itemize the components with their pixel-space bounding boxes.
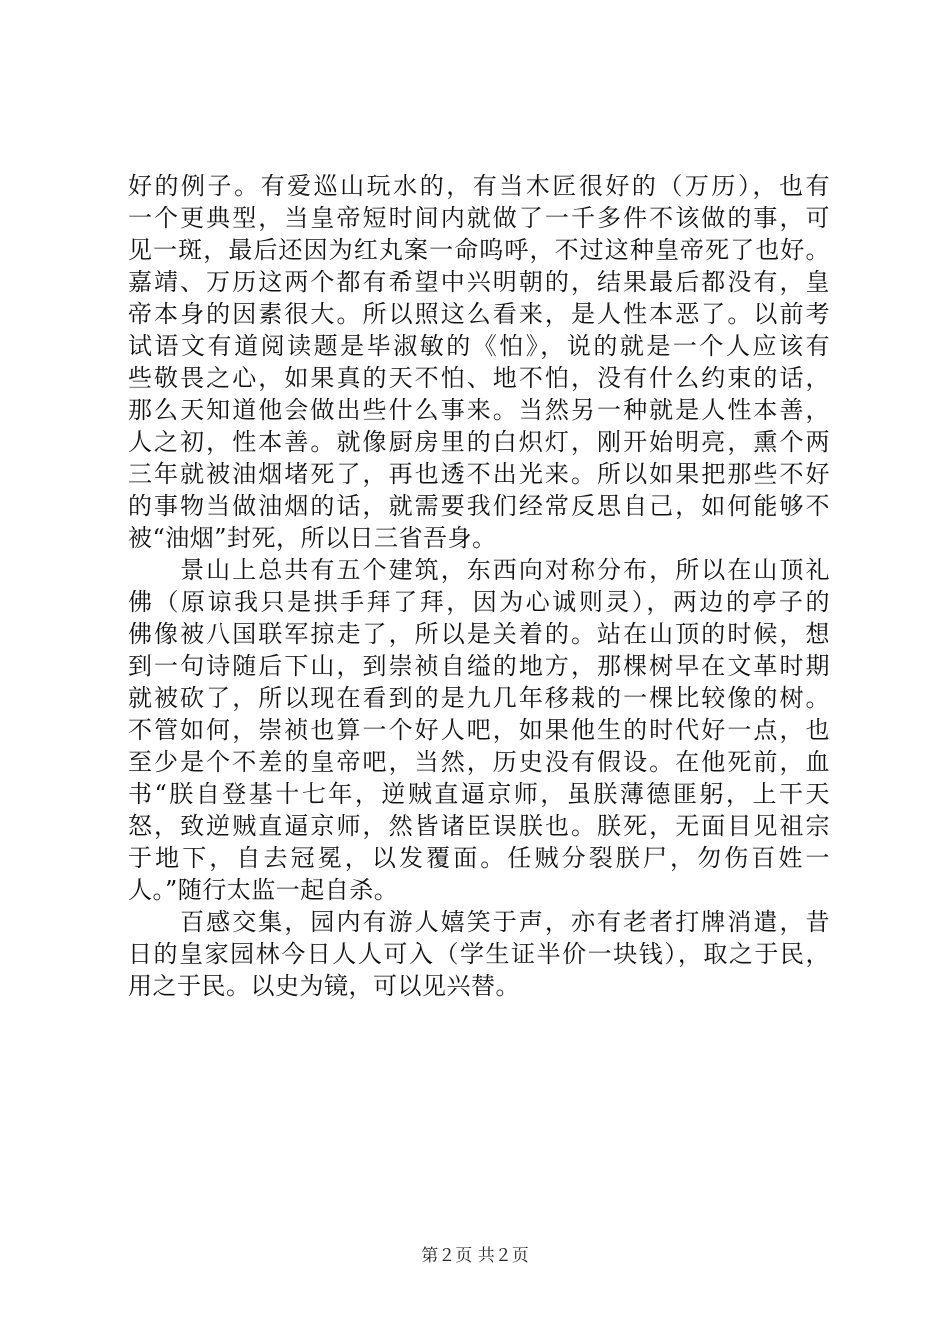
paragraph-1: [128, 170, 830, 554]
text-line: 日的皇家园林今日人人可入（学生证半价一块钱），取之于民，: [128, 940, 830, 968]
text-line: 佛（原谅我只是拱手拜了拜，因为心诚则灵），两边的亭子的: [128, 588, 830, 616]
page-number-footer: 第２页 共２页: [421, 1246, 529, 1266]
paragraph-3: [128, 906, 830, 1002]
text-line: 不管如何，崇祯也算一个好人吧，如果他生的时代好一点，也: [128, 716, 830, 744]
text-line: 佛像被八国联军掠走了，所以是关着的。站在山顶的时候，想: [128, 620, 830, 648]
text-line: 书“朕自登基十七年，逆贼直逼京师，虽朕薄德匪躬，上干天: [128, 780, 830, 808]
text-line: 景山上总共有五个建筑，东西向对称分布，所以在山顶礼: [128, 556, 830, 584]
text-line: 的事物当做油烟的话，就需要我们经常反思自己，如何能够不: [128, 492, 830, 520]
text-line: 用之于民。以史为镜，可以见兴替。: [128, 972, 520, 1000]
text-line: 一个更典型，当皇帝短时间内就做了一千多件不该做的事，可: [128, 204, 830, 232]
text-line: 三年就被油烟堵死了，再也透不出光来。所以如果把那些不好: [128, 460, 830, 488]
text-line: 些敬畏之心，如果真的天不怕、地不怕，没有什么约束的话，: [128, 364, 830, 392]
paragraph-2: [128, 554, 830, 906]
text-line: 怒，致逆贼直逼京师，然皆诸臣误朕也。朕死，无面目见祖宗: [128, 812, 830, 840]
document-body: [128, 170, 830, 1002]
text-line: 被“油烟”封死，所以日三省吾身。: [128, 524, 497, 552]
text-line: 到一句诗随后下山，到崇祯自缢的地方，那棵树早在文革时期: [128, 652, 830, 680]
text-line: 就被砍了，所以现在看到的是九几年移栽的一棵比较像的树。: [128, 684, 830, 712]
text-line: 那么天知道他会做出些什么事来。当然另一种就是人性本善，: [128, 396, 830, 424]
text-line: 人。”随行太监一起自杀。: [128, 876, 399, 904]
text-line: 人之初，性本善。就像厨房里的白炽灯，刚开始明亮，熏个两: [128, 428, 830, 456]
text-line: 嘉靖、万历这两个都有希望中兴明朝的，结果最后都没有，皇: [128, 268, 830, 296]
text-line: 百感交集，园内有游人嬉笑于声，亦有老者打牌消遣，昔: [128, 908, 830, 936]
text-line: 见一斑，最后还因为红丸案一命呜呼，不过这种皇帝死了也好。: [128, 236, 830, 264]
text-line: 帝本身的因素很大。所以照这么看来，是人性本恶了。以前考: [128, 300, 830, 328]
text-line: 至少是个不差的皇帝吧，当然，历史没有假设。在他死前，血: [128, 748, 830, 776]
text-line: 好的例子。有爱巡山玩水的，有当木匠很好的（万历），也有: [128, 172, 830, 200]
text-line: 于地下，自去冠冕，以发覆面。任贼分裂朕尸，勿伤百姓一: [128, 844, 830, 872]
text-line: 试语文有道阅读题是毕淑敏的《怕》，说的就是一个人应该有: [128, 332, 830, 360]
